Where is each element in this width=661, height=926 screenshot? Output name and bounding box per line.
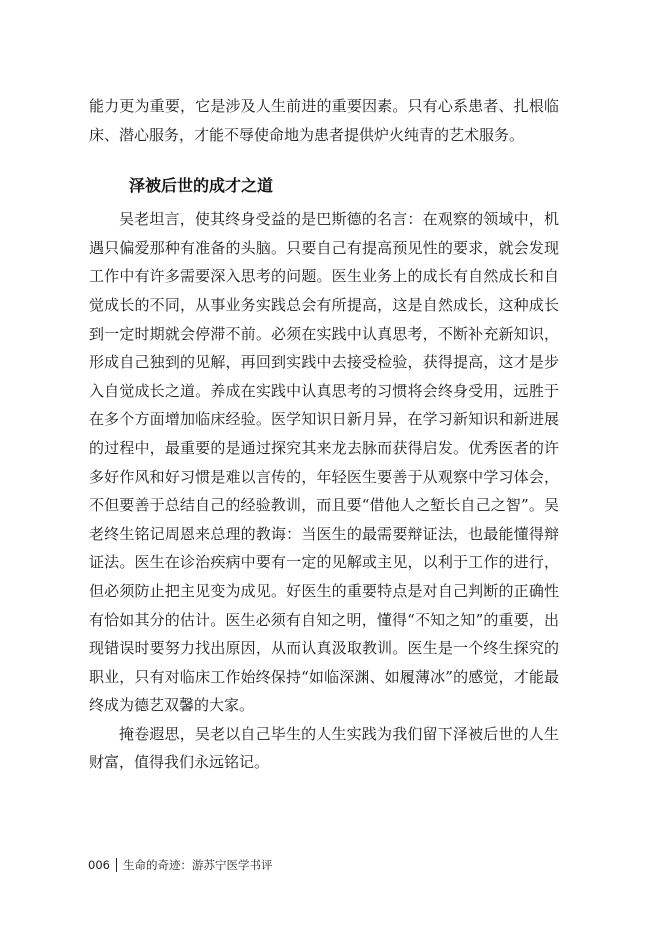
page-number: 006 <box>88 858 110 872</box>
body-paragraph-2: 掩卷遐思，吴老以自己毕生的人生实践为我们留下泽被后世的人生财富，值得我们永远铭记。 <box>89 724 559 772</box>
body-paragraph-1: 吴老坦言，使其终身受益的是巴斯德的名言：在观察的领域中，机遇只偏爱那种有准备的头脑。只要自己有提高预见性的要求，就会发现工作中有许多需要深入思考的问题。医生业务上的成长有自然成长和自觉成长的不同，从事业务实践总会有所提高，这是自然成长，这种成长到一定时期就会停滞不前。必须在实践中认真思考，不断补充新知识，形成自己独到的见解，再回到实践中去接受检验，获得提高，这才是步入自觉成长之道。养成在实践中认真思考的习惯将会终身受用，远胜于在多个方面增加临床经验。医学知识日新月异，在学习新知识和新进展的过程中，最重要的是通过探究其来龙去脉而获得启发。优秀医者的许多好作风和好习惯是难以言传的，年轻医生要善于从观察中学习体会，不但要善于总结自己的经验教训，而且要“借他人之堑长自己之智”。吴老终生铭记周恩来总理的教诲：当医生的最需要辩证法，也最能懂得辩证法。医生在诊治疾病中要有一定的见解或主见，以利于工作的进行，但必须防止把主见变为成见。好医生的重要特点是对自己判断的正确性有恰如其分的估计。医生必须有自知之明，懂得“不知之知”的重要，出现错误时要努力找出原因，从而认真汲取教训。医生是一个终生探究的职业，只有对临床工作始终保持“如临深渊、如履薄冰”的感觉，才能最终成为德艺双馨的大家。 <box>89 210 559 715</box>
continued-paragraph: 能力更为重要，它是涉及人生前进的重要因素。只有心系患者、扎根临床、潜心服务，才能不辱使命地为患者提供炉火纯青的艺术服务。 <box>89 97 559 144</box>
section-heading: 泽被后世的成才之道 <box>129 176 274 196</box>
running-title: 生命的奇迹：游苏宁医学书评 <box>122 858 273 872</box>
page-body <box>89 92 559 777</box>
page-footer <box>88 856 272 874</box>
footer-divider <box>116 858 117 872</box>
